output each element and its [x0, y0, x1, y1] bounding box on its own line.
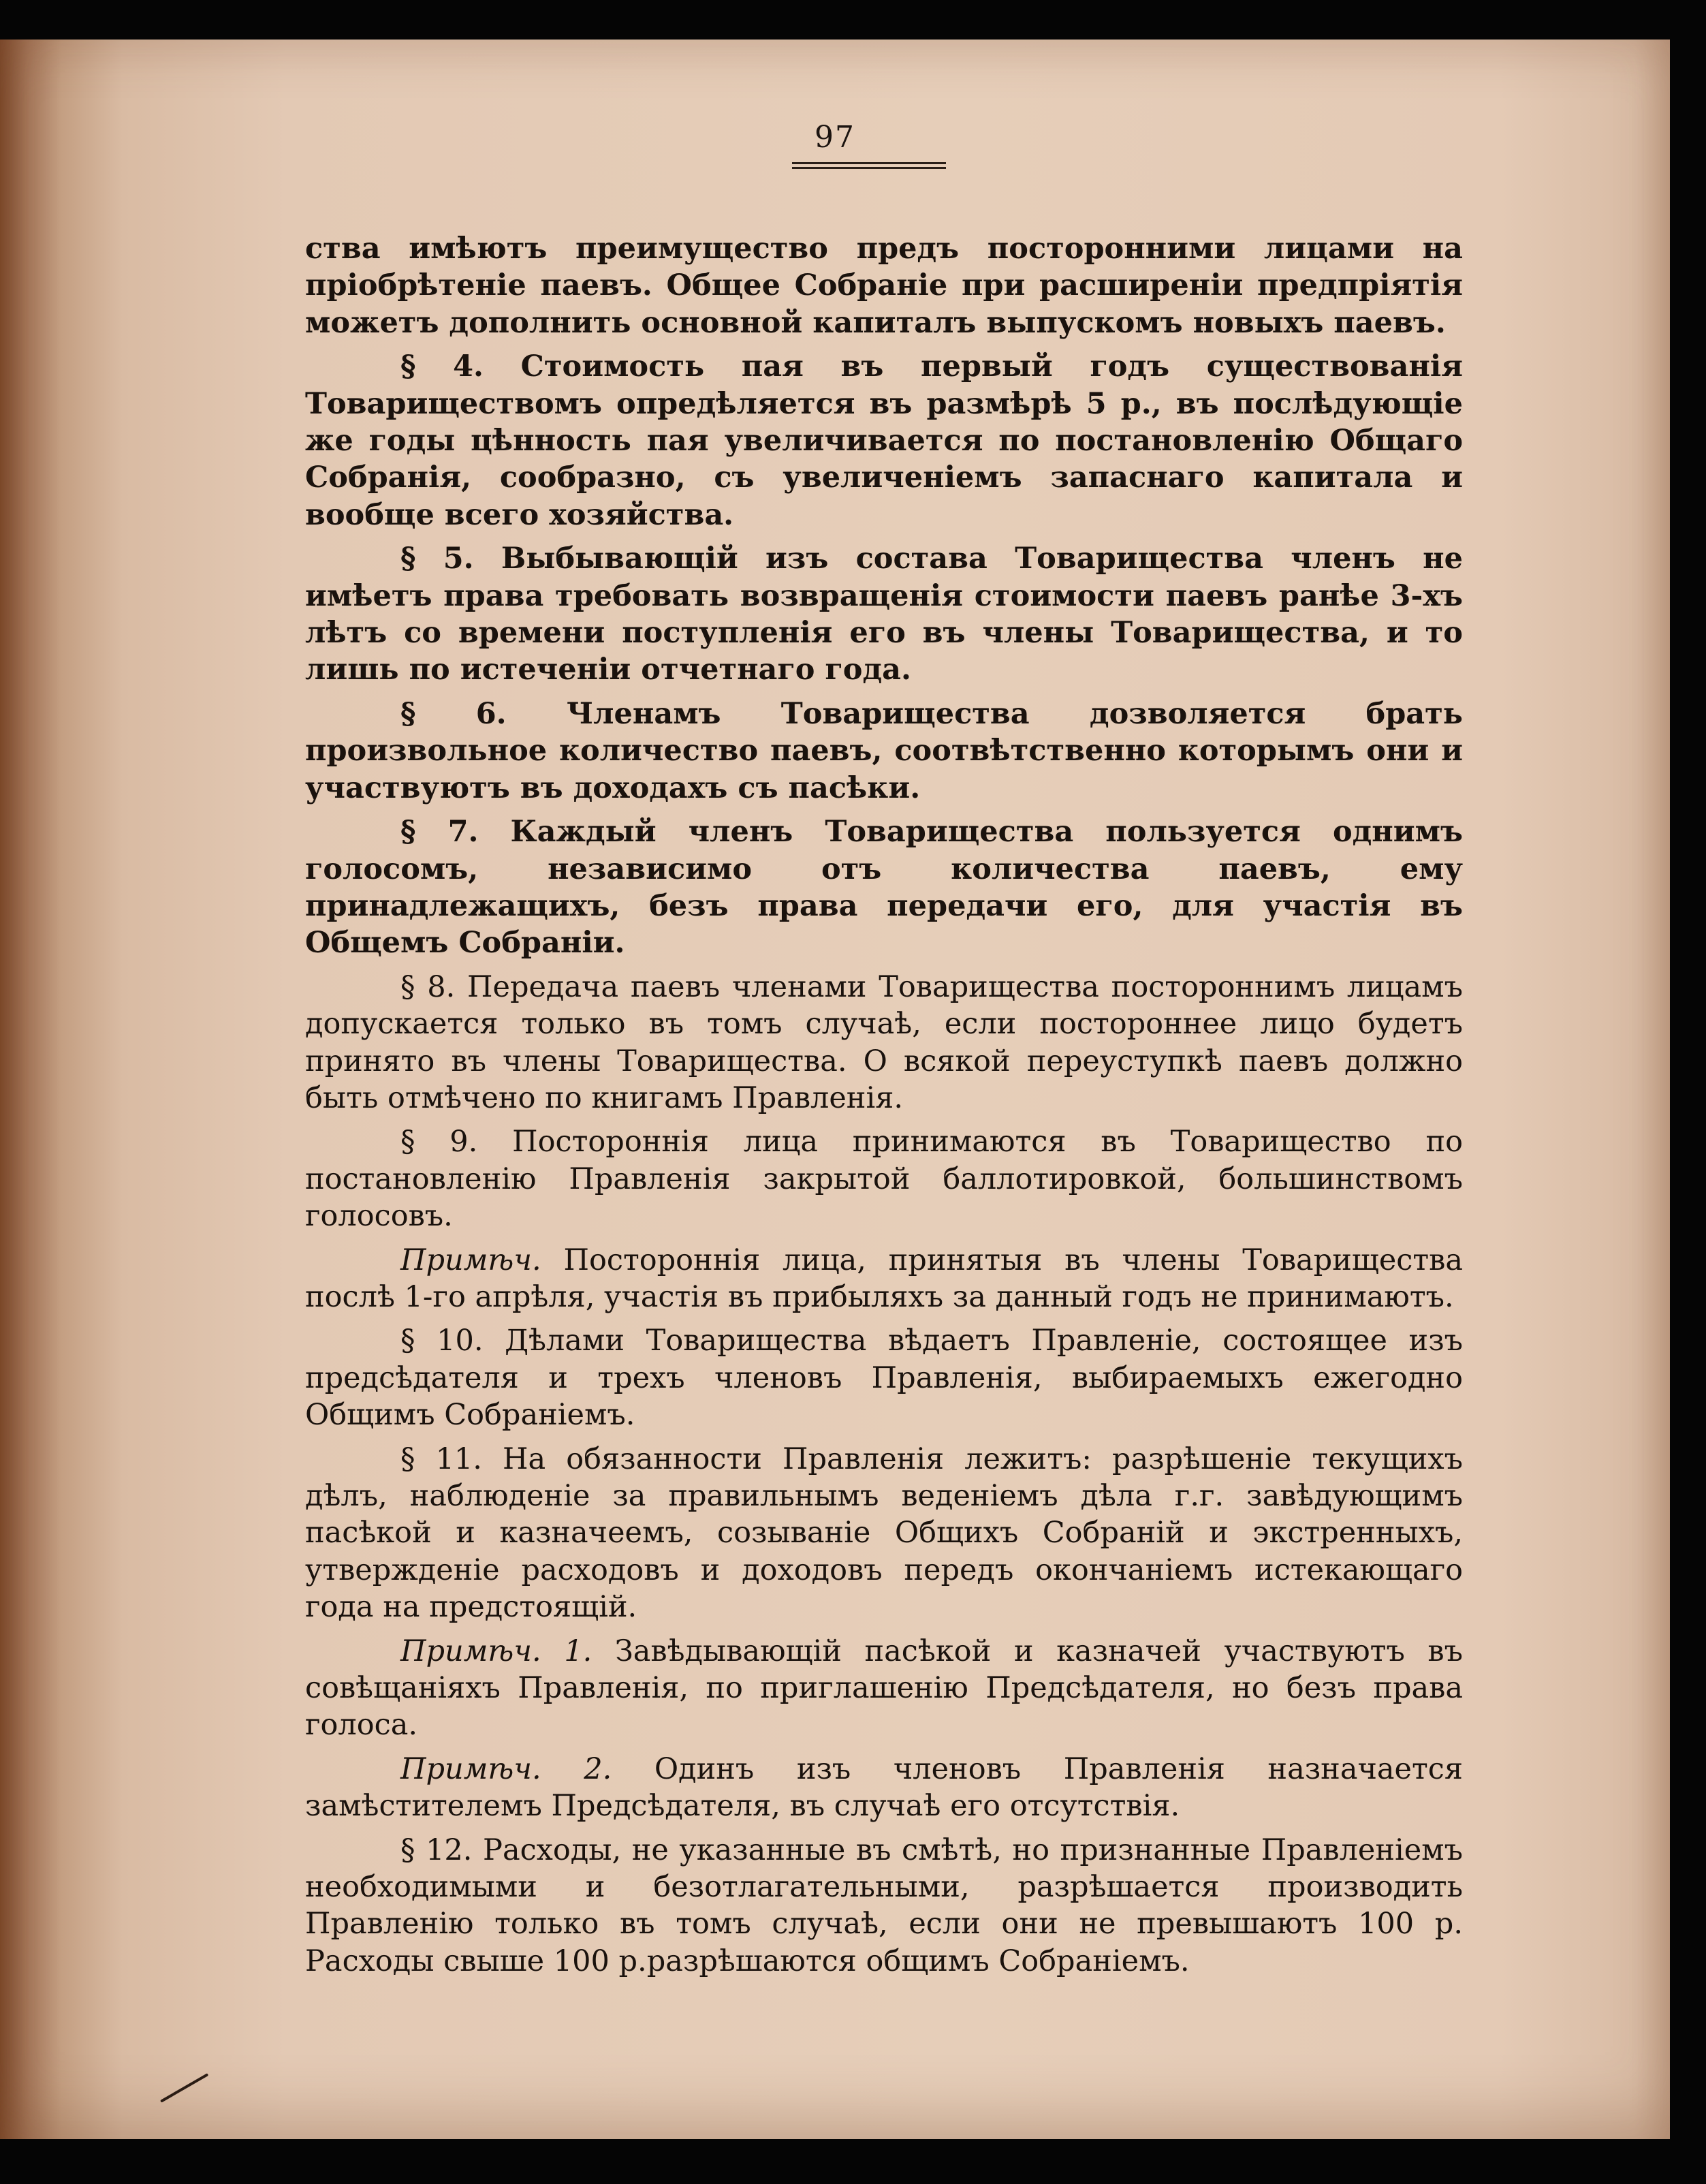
- header-double-rule: [792, 162, 946, 169]
- note-1-section-11: [305, 1633, 1463, 1744]
- paragraph-section-6: § 6. Членамъ Товарищества дозволяется брать произвольное количество паевъ, соотвѣтственно которымъ они и участвуютъ въ доходахъ съ пасѣки.: [305, 696, 1463, 805]
- paragraph-section-12: § 12. Расходы, не указанные въ смѣтѣ, но признанные Правленіемъ необходимыми и безотлагательными, разрѣшается производить Правленію только въ томъ случаѣ, если они не превышаютъ 100 р. Расходы свыше 100 р.разрѣшаются общимъ Собраніемъ.: [305, 1832, 1463, 1978]
- book-page: [0, 40, 1670, 2139]
- paragraph-section-11: § 11. На обязанности Правленія лежитъ: разрѣшеніе текущихъ дѣлъ, наблюденіе за правильнымъ веденіемъ дѣла г.г. завѣдующимъ пасѣкой и казначеемъ, созываніе Общихъ Собраній и экстренныхъ, утвержденіе расходовъ и доходовъ передъ окончаніемъ истекающаго года на предстоящій.: [305, 1441, 1463, 1625]
- note-text: Постороннія лица, принятыя въ члены Товарищества послѣ 1-го апрѣля, участія въ прибыляхъ за данный годъ не принимаютъ.: [305, 1243, 1463, 1314]
- pencil-stroke-mark: [160, 2073, 208, 2102]
- paragraph-section-5: § 5. Выбывающій изъ состава Товарищества членъ не имѣетъ права требовать возвращенія стоимости паевъ ранѣе 3-хъ лѣтъ со времени поступленія его въ члены Товарищества, и то лишь по истеченіи отчетнаго года.: [305, 542, 1463, 687]
- page-number: 97: [815, 120, 855, 155]
- paragraph-continuation: ства имѣютъ преимущество предъ посторонними лицами на пріобрѣтеніе паевъ. Общее Собраніе при расширеніи предпріятія можетъ дополнить основной капиталъ выпускомъ новыхъ паевъ.: [305, 232, 1463, 340]
- note-2-section-11: [305, 1751, 1463, 1825]
- note-label: Примѣч.: [400, 1243, 541, 1277]
- note-label: Примѣч. 1.: [400, 1634, 593, 1668]
- note-section-9: [305, 1242, 1463, 1316]
- paragraph-section-7: § 7. Каждый членъ Товарищества пользуется однимъ голосомъ, независимо отъ количества паевъ, ему принадлежащихъ, безъ права передачи его, для участія въ Общемъ Собраніи.: [305, 815, 1463, 961]
- paragraph-section-9: § 9. Постороннія лица принимаются въ Товарищество по постановленію Правленія закрытой баллотировкой, большинствомъ голосовъ.: [305, 1125, 1463, 1234]
- paragraph-section-4: § 4. Стоимость пая въ первый годъ существованія Товариществомъ опредѣляется въ размѣрѣ 5 р., въ послѣдующіе же годы цѣнность пая увеличивается по постановленію Общаго Собранія, сообразно, съ увеличеніемъ запаснаго капитала и вообще всего хозяйства.: [305, 349, 1463, 532]
- body-text: [305, 230, 1463, 2110]
- paragraph-section-10: § 10. Дѣлами Товарищества вѣдаетъ Правленіе, состоящее изъ предсѣдателя и трехъ членовъ Правленія, выбираемыхъ ежегодно Общимъ Собраніемъ.: [305, 1324, 1463, 1433]
- note-text: Завѣдывающій пасѣкой и казначей участвуютъ въ совѣщаніяхъ Правленія, по приглашенію Предсѣдателя, но безъ права голоса.: [305, 1634, 1463, 1743]
- paragraph-section-8: § 8. Передача паевъ членами Товарищества постороннимъ лицамъ допускается только въ томъ случаѣ, если постороннее лицо будетъ принято въ члены Товарищества. О всякой переуступкѣ паевъ должно быть отмѣчено по книгамъ Правленія.: [305, 969, 1463, 1115]
- note-text: Одинъ изъ членовъ Правленія назначается замѣстителемъ Предсѣдателя, въ случаѣ его отсутствія.: [305, 1751, 1463, 1824]
- note-label: Примѣч. 2.: [400, 1751, 612, 1786]
